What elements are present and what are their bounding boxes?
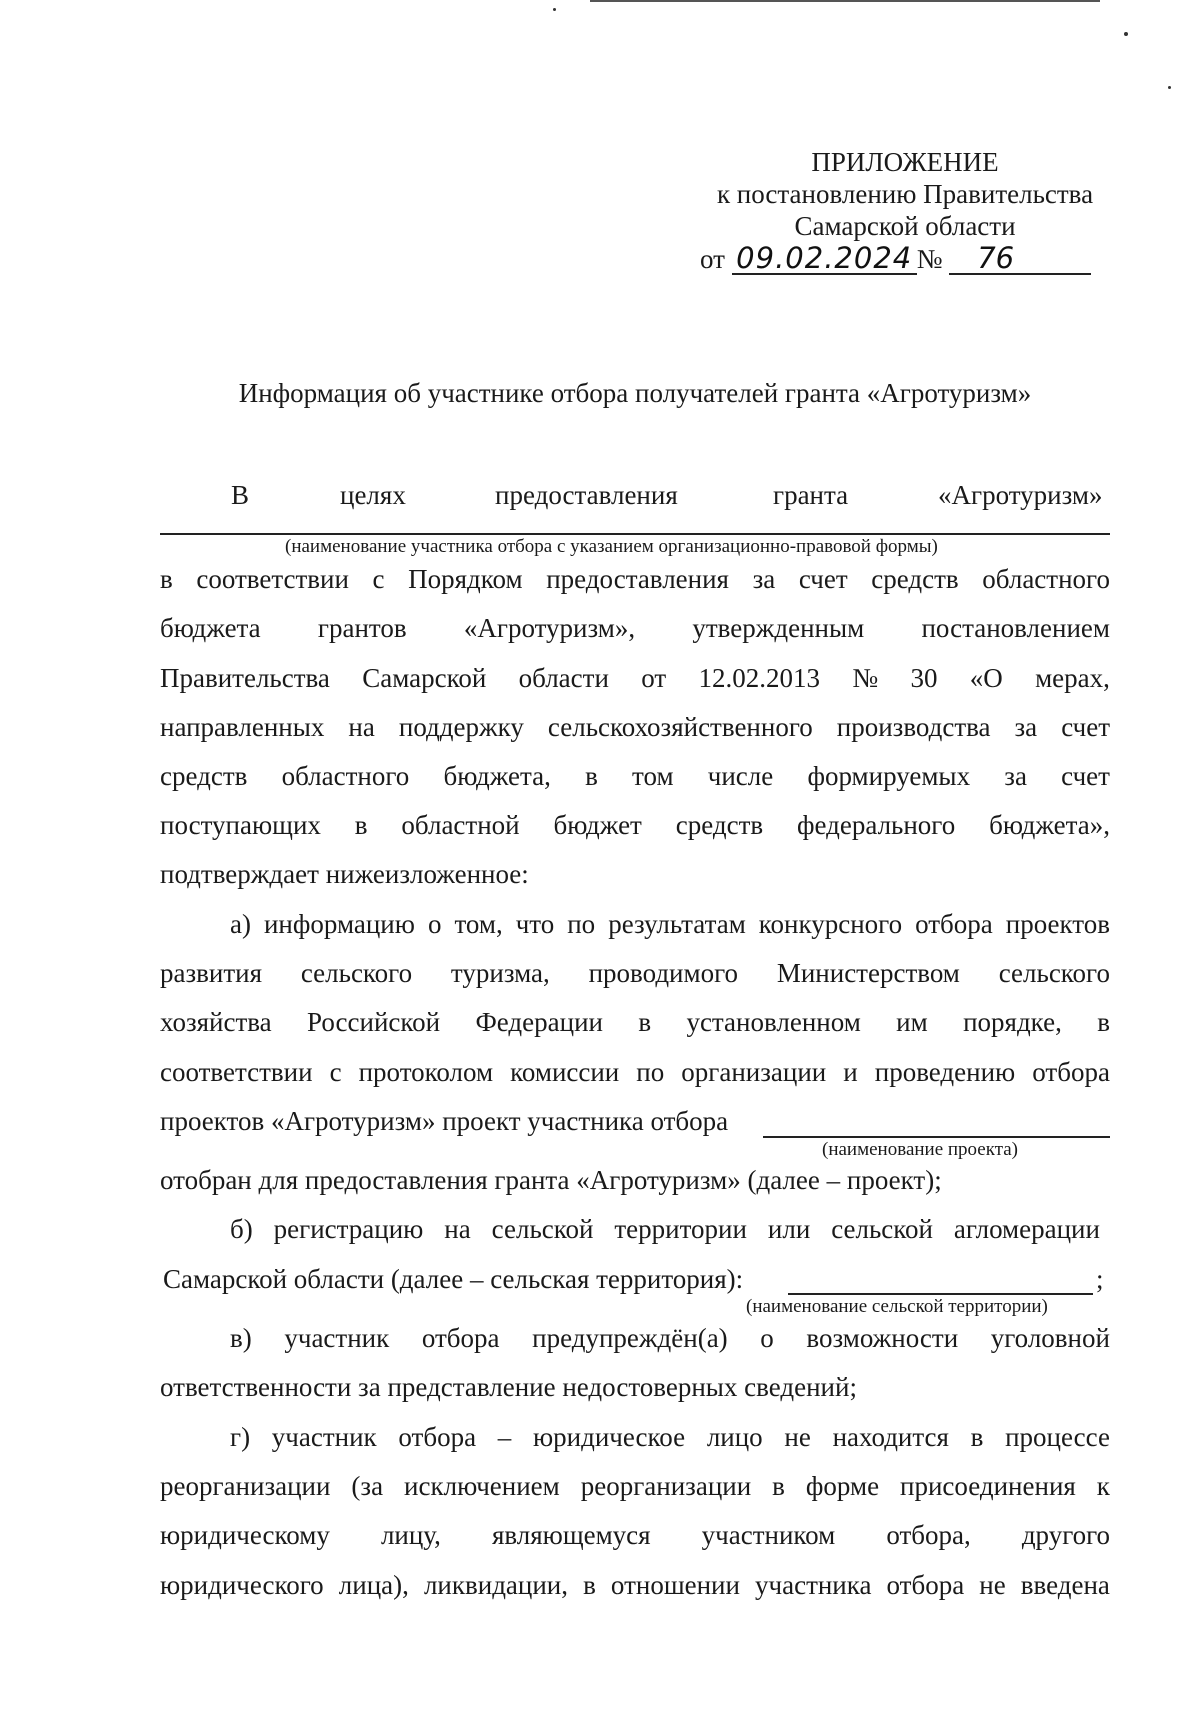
project-name-blank xyxy=(763,1136,1110,1138)
body-line-2: бюджета грантов «Агротуризм», утвержденным постановлением xyxy=(160,613,1110,643)
item-b-line-2: Самарской области (далее – сельская территория): xyxy=(163,1264,744,1294)
scan-speck xyxy=(553,8,556,11)
scan-speck xyxy=(1124,32,1128,36)
item-v-line-2: ответственности за представление недостоверных сведений; xyxy=(160,1372,857,1402)
item-a-line-2: развития сельского туризма, проводимого Министерством сельского xyxy=(160,958,1110,988)
body-line-5: средств областного бюджета, в том числе формируемых за счет xyxy=(160,761,1110,791)
item-a-line-6: отобран для предоставления гранта «Агротуризм» (далее – проект); xyxy=(160,1165,942,1195)
scan-speck xyxy=(1168,86,1171,89)
appendix-line-1: к постановлению Правительства xyxy=(716,179,1094,209)
item-a-line-1: а) информацию о том, что по результатам конкурсного отбора проектов xyxy=(230,909,1110,939)
territory-name-blank xyxy=(788,1293,1093,1295)
item-a-line-3: хозяйства Российской Федерации в установленном им порядке, в xyxy=(160,1007,1110,1037)
body-line-6: поступающих в областной бюджет средств федерального бюджета», xyxy=(160,810,1110,840)
intro-word-4: гранта xyxy=(773,480,849,510)
participant-name-blank xyxy=(160,533,1110,535)
item-b-line-1: б) регистрацию на сельской территории или сельской агломерации xyxy=(230,1214,1100,1244)
item-a-line-4: соответствии с протоколом комиссии по организации и проведению отбора xyxy=(160,1057,1110,1087)
item-g-line-2: реорганизации (за исключением реорганизации в форме присоединения к xyxy=(160,1471,1110,1501)
intro-word-3: предоставления xyxy=(495,480,678,510)
date-prefix: от xyxy=(700,244,725,274)
date-number-line xyxy=(700,243,1091,275)
body-line-4: направленных на поддержку сельскохозяйственного производства за счет xyxy=(160,712,1110,742)
item-g-line-1: г) участник отбора – юридическое лицо не находится в процессе xyxy=(230,1422,1110,1452)
body-line-7: подтверждает нижеизложенное: xyxy=(160,859,529,889)
item-g-line-3: юридическому лицу, являющемуся участником отбора, другого xyxy=(160,1520,1110,1550)
appendix-title: ПРИЛОЖЕНИЕ xyxy=(811,147,999,177)
handwritten-date: 09.02.2024 xyxy=(732,243,917,275)
intro-word-2: целях xyxy=(340,480,406,510)
intro-word-5: «Агротуризм» xyxy=(938,480,1103,510)
item-g-line-4: юридического лица), ликвидации, в отношении участника отбора не введена xyxy=(160,1570,1110,1600)
appendix-block xyxy=(690,146,1120,242)
item-b-semicolon: ; xyxy=(1096,1264,1104,1294)
item-a-line-5: проектов «Агротуризм» проект участника отбора xyxy=(160,1106,729,1136)
scan-edge-line xyxy=(590,0,1100,2)
territory-name-caption: (наименование сельской территории) xyxy=(746,1296,1048,1317)
handwritten-number: 76 xyxy=(949,243,1091,275)
appendix-line-2: Самарской области xyxy=(794,211,1016,241)
project-name-caption: (наименование проекта) xyxy=(822,1139,1019,1160)
body-line-1: в соответствии с Порядком предоставления за счет средств областного xyxy=(160,564,1110,594)
body-line-3: Правительства Самарской области от 12.02.2013 № 30 «О мерах, xyxy=(160,663,1110,693)
document-title: Информация об участнике отбора получателей гранта «Агротуризм» xyxy=(238,378,1032,408)
number-sign: № xyxy=(916,244,943,274)
participant-name-caption: (наименование участника отбора с указанием организационно-правовой формы) xyxy=(285,536,938,557)
intro-word-1: В xyxy=(231,480,250,510)
item-v-line-1: в) участник отбора предупреждён(а) о возможности уголовной xyxy=(230,1323,1110,1353)
